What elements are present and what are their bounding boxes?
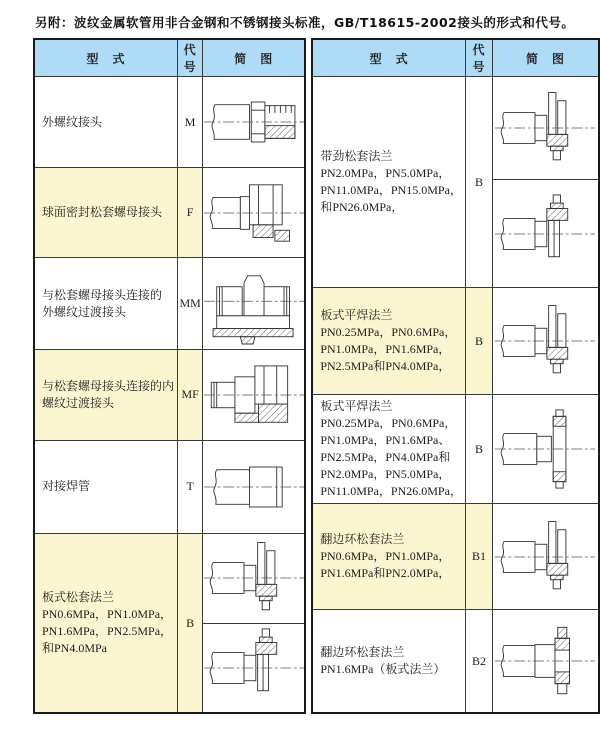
butt-weld-pipe-diagram — [204, 446, 304, 528]
fitting-diagram-cell — [203, 257, 306, 349]
fitting-type-line: PN1.0MPa，PN1.6MPa， — [320, 342, 451, 356]
fitting-diagram-cell — [203, 623, 306, 713]
fitting-type — [34, 168, 178, 257]
flat-weld-flange-wide-diagram — [495, 408, 595, 490]
fitting-type — [312, 610, 465, 714]
fitting-code: B — [465, 288, 492, 395]
fitting-code: B1 — [465, 504, 492, 610]
fitting-code: B — [178, 534, 203, 713]
fitting-type-line: PN1.0MPa，PN1.6MPa、 — [320, 433, 451, 447]
fitting-type — [312, 77, 465, 288]
fitting-diagram-cell — [203, 77, 306, 168]
table-row — [312, 610, 599, 714]
fitting-type-line: 板式平焊法兰 — [320, 308, 393, 322]
table-row — [312, 504, 599, 610]
fitting-code: B2 — [465, 610, 492, 714]
fitting-diagram-cell — [203, 534, 306, 623]
fittings-table-left — [33, 38, 306, 714]
fitting-type-line: 对接焊管 — [42, 479, 91, 494]
fitting-diagram-cell — [492, 610, 599, 714]
fitting-code: M — [178, 77, 203, 168]
header-code: 代号 — [178, 39, 203, 77]
flat-weld-flange-diagram — [495, 300, 595, 382]
neck-loose-flange-lower-diagram — [495, 193, 595, 275]
fitting-type — [34, 440, 178, 533]
neck-loose-flange-upper-diagram — [495, 87, 595, 169]
table-row — [34, 440, 305, 533]
fitting-type-line: 与松套螺母接头连接的内 — [42, 378, 175, 393]
fitting-type-line: PN0.6MPa，PN1.0MPa， — [320, 549, 451, 563]
fitting-diagram-cell — [492, 504, 599, 610]
fitting-type-line: 和PN4.0MPa — [42, 641, 108, 656]
fitting-type-line: 带劲松套法兰 — [320, 149, 393, 163]
fitting-type-line: PN1.6MPa（板式法兰） — [320, 662, 446, 676]
table-row — [34, 350, 305, 440]
page-title: 另附：波纹金属软管用非合金钢和不锈钢接头标准，GB/T18615-2002接头的形式和代号。 — [35, 15, 575, 30]
fitting-code: MF — [178, 350, 203, 440]
flanging-ring-loose-flange-diagram — [495, 516, 595, 598]
fitting-type-line: 和PN26.0MPa， — [320, 200, 404, 214]
table-row — [312, 77, 599, 180]
fitting-type — [312, 395, 465, 504]
fitting-type-line: PN0.25MPa，PN0.6MPa， — [320, 325, 457, 339]
male-thread-fitting-diagram — [204, 81, 304, 163]
female-transition-fitting-diagram — [204, 354, 304, 436]
fitting-diagram-cell — [203, 440, 306, 533]
fitting-type — [312, 504, 465, 610]
fitting-type-line: 板式平焊法兰 — [320, 399, 393, 413]
fittings-table-right — [311, 38, 600, 714]
male-transition-fitting-diagram — [204, 263, 304, 345]
table-row — [34, 257, 305, 349]
fitting-code: B — [465, 77, 492, 288]
table-row — [312, 288, 599, 395]
flanging-ring-plate-flange-diagram — [495, 620, 595, 702]
header-type: 型 式 — [34, 39, 178, 77]
fitting-type-line: 外螺纹接头 — [42, 114, 103, 129]
fitting-type-line: 螺纹过渡接头 — [42, 395, 115, 410]
fitting-type-line: 与松套螺母接头连接的 — [42, 287, 163, 302]
fitting-type-line: PN2.0MPa，PN5.0MPa， — [320, 467, 451, 481]
header-type: 型 式 — [312, 39, 465, 77]
fitting-type-line: PN0.6MPa，PN1.0MPa， — [42, 607, 173, 622]
header-diagram: 简 图 — [203, 39, 306, 77]
table-row — [34, 168, 305, 257]
fitting-diagram-cell — [203, 168, 306, 257]
table-row — [34, 534, 305, 623]
fitting-diagram-cell — [203, 350, 306, 440]
fitting-type-line: PN2.5MPa和PN4.0MPa， — [320, 359, 451, 373]
fitting-type-line: PN1.6MPa和PN2.0MPa， — [320, 566, 451, 580]
header-diagram: 简 图 — [492, 39, 599, 77]
fitting-diagram-cell — [492, 395, 599, 504]
fitting-type-line: 板式松套法兰 — [42, 590, 115, 605]
fittings-tables — [33, 38, 600, 714]
fitting-type-line: PN1.6MPa，PN2.5MPa， — [42, 624, 173, 639]
fitting-type-line: 翻边环松套法兰 — [320, 532, 405, 546]
fitting-code: T — [178, 440, 203, 533]
fitting-type — [34, 77, 178, 168]
fitting-type — [34, 534, 178, 713]
fitting-type — [34, 257, 178, 349]
fitting-type-line: 翻边环松套法兰 — [320, 645, 405, 659]
fitting-diagram-cell — [492, 288, 599, 395]
fitting-type-line: PN11.0MPa，PN26.0MPa， — [320, 484, 462, 498]
plate-loose-flange-upper-diagram — [204, 537, 304, 619]
fitting-diagram-cell — [492, 77, 599, 180]
loose-nut-fitting-diagram — [204, 172, 304, 254]
plate-loose-flange-lower-diagram — [204, 627, 304, 709]
fitting-diagram-cell — [492, 180, 599, 288]
fitting-type-line: 球面密封松套螺母接头 — [42, 205, 163, 220]
fitting-type-line: 外螺纹过渡接头 — [42, 304, 127, 319]
table-row — [312, 395, 599, 504]
fitting-code: MM — [178, 257, 203, 349]
fitting-type-line: PN11.0MPa，PN15.0MPa， — [320, 183, 462, 197]
fitting-type — [312, 288, 465, 395]
header-code: 代号 — [465, 39, 492, 77]
fitting-type-line: PN2.5MPa，PN4.0MPa和 — [320, 450, 451, 464]
fitting-code: F — [178, 168, 203, 257]
fitting-type-line: PN2.0MPa，PN5.0MPa， — [320, 166, 451, 180]
fitting-type-line: PN0.25MPa，PN0.6MPa， — [320, 416, 457, 430]
fitting-code: B — [465, 395, 492, 504]
table-row — [34, 77, 305, 168]
fitting-type — [34, 350, 178, 440]
